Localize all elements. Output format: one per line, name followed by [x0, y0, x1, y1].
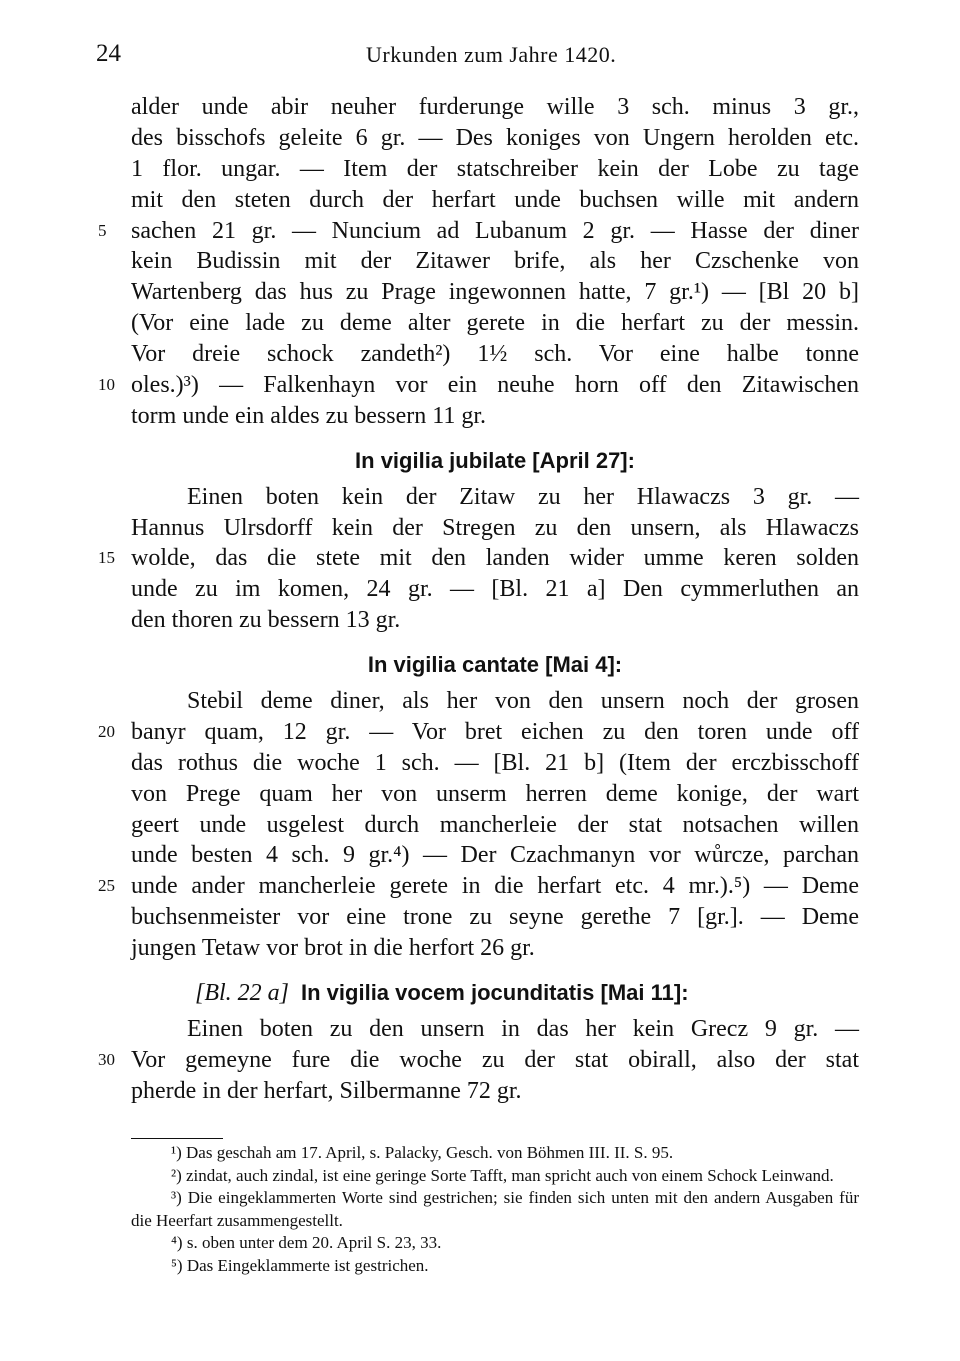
footnote: ³) Die eingeklammerten Worte sind gestrichen; sie finden sich unten mit den andern Ausgaben für die Heerfart zusammengestellt.: [131, 1188, 859, 1230]
line-text: Vor gemeyne fure die woche zu der stat obirall, also der stat: [131, 1046, 859, 1073]
running-title: Urkunden zum Jahre 1420.: [366, 42, 617, 67]
text-line: [0, 370, 960, 401]
line-number: 30: [98, 1049, 115, 1069]
text-line: [0, 933, 960, 964]
line-text: oles.)³) — Falkenhayn vor ein neuhe horn off den Zitawischen: [131, 372, 859, 399]
body-text: [0, 92, 960, 1107]
section-heading: In vigilia jubilate [April 27]:: [355, 447, 635, 473]
line-text: alder unde abir neuher furderunge wille 3 sch. minus 3 gr.,: [131, 94, 859, 120]
line-text: buchsenmeister vor eine trone zu seyne gerethe 7 [gr.]. — Deme: [131, 904, 859, 931]
line-number: 10: [98, 375, 115, 395]
line-text: unde ander mancherleie gerete in die herfart etc. 4 mr.).⁵) — Deme: [131, 873, 859, 900]
text-line: [0, 185, 960, 216]
text-line: [0, 1014, 960, 1045]
line-text: den thoren zu bessern 13 gr.: [131, 607, 401, 634]
text-line: [0, 277, 960, 308]
text-line: [0, 810, 960, 841]
spacer: [0, 964, 960, 978]
footnote: ⁴) s. oben unter dem 20. April S. 23, 33.: [171, 1233, 442, 1252]
text-line: [0, 513, 960, 544]
line-text: unde besten 4 sch. 9 gr.⁴) — Der Czachmanyn vor wůrcze, parchan: [131, 842, 859, 869]
footnotes: [131, 1142, 859, 1277]
line-number: 15: [98, 548, 115, 568]
line-text: Wartenberg das hus zu Prage ingewonnen hatte, 7 gr.¹) — [Bl 20 b]: [131, 279, 859, 306]
text-line: [0, 779, 960, 810]
text-line: [0, 216, 960, 247]
line-text: Stebil deme diner, als her von den unsern noch der grosen: [187, 688, 859, 715]
section-heading-line: [0, 650, 960, 681]
text-line: [0, 92, 960, 123]
line-number: 5: [98, 220, 107, 240]
line-text: (Vor eine lade zu deme alter gerete in die herfart zu der messin.: [131, 310, 859, 337]
text-line: [0, 871, 960, 902]
text-line: [0, 308, 960, 339]
text-line: [0, 686, 960, 717]
section-heading: [195, 978, 795, 1009]
line-text: geert unde usgelest durch mancherleie der stat notsachen willen: [131, 811, 859, 838]
spacer: [0, 432, 960, 446]
line-number: 20: [98, 721, 115, 741]
text-line: [0, 123, 960, 154]
text-line: [0, 574, 960, 605]
text-line: [0, 154, 960, 185]
line-text: Hannus Ulrsdorff kein der Stregen zu den unsern, als Hlawaczs: [131, 514, 859, 541]
line-number: 25: [98, 876, 115, 896]
running-head: [96, 40, 856, 80]
line-text: jungen Tetaw vor brot in die herfort 26 gr.: [131, 935, 535, 962]
line-text: sachen 21 gr. — Nuncium ad Lubanum 2 gr. — Hasse der diner: [131, 217, 859, 244]
text-line: [0, 401, 960, 432]
text-line: [0, 339, 960, 370]
section-heading-line: [0, 978, 960, 1009]
spacer: [0, 636, 960, 650]
text-line: [0, 482, 960, 513]
section-heading-text: In vigilia vocem jocunditatis [Mai 11]:: [301, 980, 689, 1006]
footnote: ²) zindat, auch zindal, ist eine geringe Sorte Tafft, man spricht auch von einem Schock Leinwand.: [171, 1165, 834, 1185]
text-line: [0, 840, 960, 871]
line-text: 1 flor. ungar. — Item der statschreiber kein der Lobe zu tage: [131, 155, 859, 182]
line-text: kein Budissin mit der Zitawer brife, als her Czschenke von: [131, 248, 859, 275]
text-line: [0, 1045, 960, 1076]
line-text: wolde, das die stete mit den landen wider umme keren solden: [131, 545, 859, 572]
line-text: Einen boten kein der Zitaw zu her Hlawaczs 3 gr. —: [187, 483, 859, 510]
text-line: [0, 246, 960, 277]
line-text: Einen boten zu den unsern in das her kein Grecz 9 gr. —: [187, 1015, 859, 1042]
line-text: torm unde ein aldes zu bessern 11 gr.: [131, 402, 487, 429]
text-line: [0, 543, 960, 574]
footnote: ⁵) Das Eingeklammerte ist gestrichen.: [171, 1255, 429, 1275]
line-text: das rothus die woche 1 sch. — [Bl. 21 b] (Item der erczbisschoff: [131, 749, 859, 776]
line-text: mit den steten durch der herfart unde buchsen wille mit andern: [131, 186, 859, 213]
text-line: [0, 902, 960, 933]
line-text: von Prege quam her von unserm herren deme konige, der wart: [131, 780, 859, 807]
section-heading-line: [0, 446, 960, 477]
footnote-rule: [131, 1138, 223, 1139]
line-text: Vor dreie schock zandeth²) 1½ sch. Vor eine halbe tonne: [131, 341, 859, 368]
text-line: [0, 605, 960, 636]
text-line: [0, 1076, 960, 1107]
text-line: [0, 748, 960, 779]
footnote: ¹) Das geschah am 17. April, s. Palacky, Gesch. von Böhmen III. II. S. 95.: [171, 1143, 674, 1162]
folio-reference: [Bl. 22 a]: [195, 980, 290, 1007]
section-heading: In vigilia cantate [Mai 4]:: [367, 652, 623, 678]
line-text: des bisschofs geleite 6 gr. — Des koniges von Ungern herolden etc.: [131, 124, 859, 151]
line-text: banyr quam, 12 gr. — Vor bret eichen zu den toren unde off: [131, 718, 859, 745]
text-line: [0, 717, 960, 748]
line-text: pherde in der herfart, Silbermanne 72 gr.: [131, 1077, 522, 1104]
page-number: 24: [96, 40, 121, 67]
line-text: unde zu im komen, 24 gr. — [Bl. 21 a] Den cymmerluthen an: [131, 576, 859, 603]
